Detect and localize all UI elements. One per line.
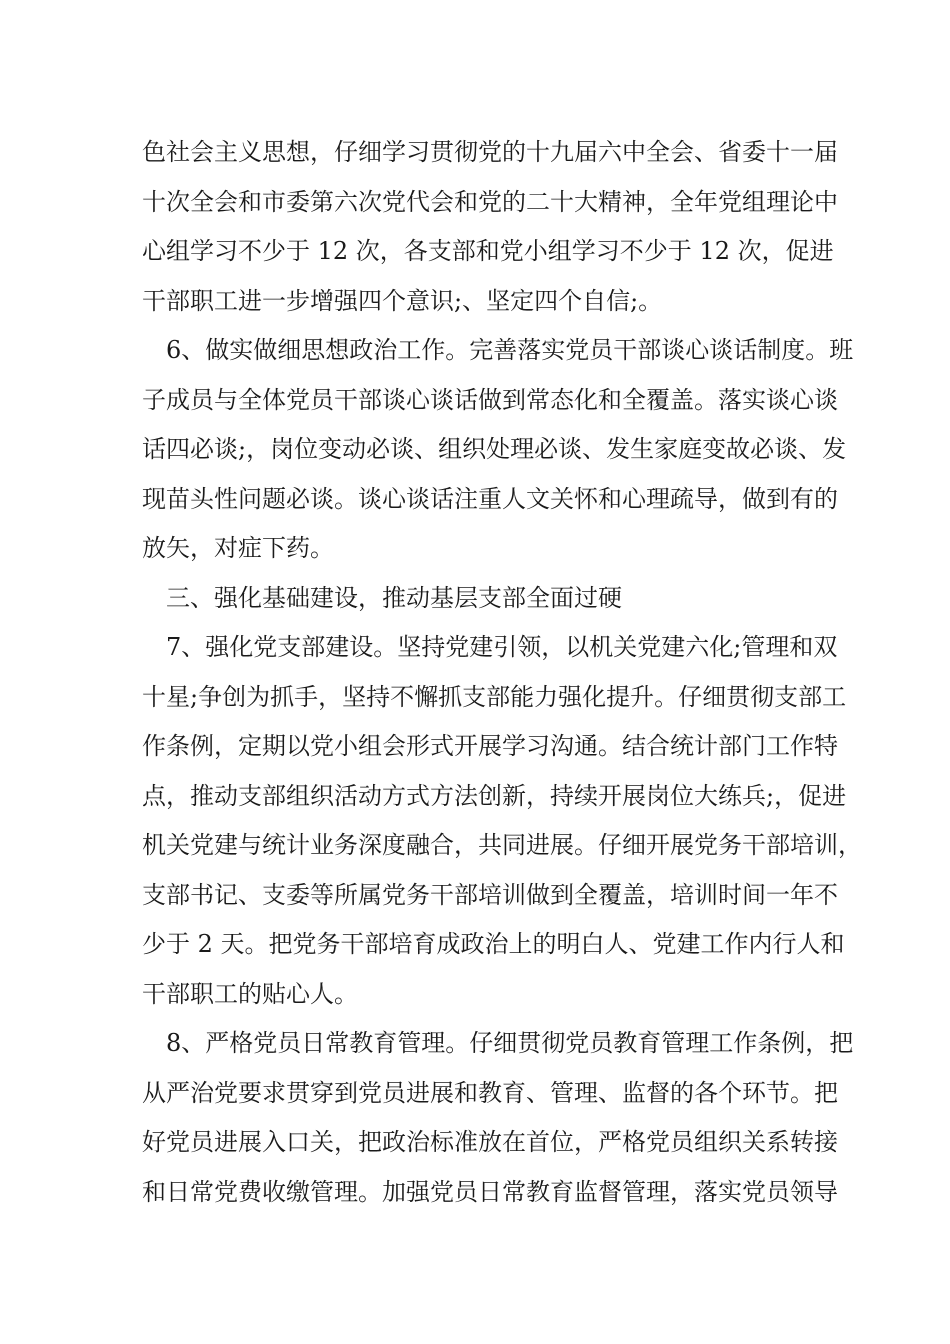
text-line: 作条例，定期以党小组会形式开展学习沟通。结合统计部门工作特 xyxy=(142,732,838,760)
text-line: 好党员进展入口关，把政治标准放在首位，严格党员组织关系转接 xyxy=(142,1128,838,1156)
text-line: 十星;争创为抓手，坚持不懈抓支部能力强化提升。仔细贯彻支部工 xyxy=(142,682,847,711)
text-line: 子成员与全体党员干部谈心谈话做到常态化和全覆盖。落实谈心谈 xyxy=(142,385,838,414)
text-line: 从严治党要求贯穿到党员进展和教育、管理、监督的各个环节。把 xyxy=(142,1078,838,1107)
text-line: 机关党建与统计业务深度融合，共同进展。仔细开展党务干部培训， xyxy=(142,831,862,859)
text-line: 话四必谈;，岗位变动必谈、组织处理必谈、发生家庭变故必谈、发 xyxy=(142,435,847,463)
text-line: 干部职工进一步增强四个意识;、坚定四个自信;。 xyxy=(142,286,663,315)
paragraph-8-first-line: 8、严格党员日常教育管理。仔细贯彻党员教育管理工作条例，把 xyxy=(166,1029,854,1057)
text-line: 干部职工的贴心人。 xyxy=(142,979,358,1008)
text-line: 现苗头性问题必谈。谈心谈话注重人文关怀和心理疏导，做到有的 xyxy=(142,484,838,513)
text-line: 和日常党费收缴管理。加强党员日常教育监督管理，落实党员领导 xyxy=(142,1177,838,1206)
section-heading: 三、强化基础建设，推动基层支部全面过硬 xyxy=(166,583,622,612)
text-line: 放矢，对症下药。 xyxy=(142,534,334,562)
paragraph-6-first-line: 6、做实做细思想政治工作。完善落实党员干部谈心谈话制度。班 xyxy=(166,336,854,364)
text-line: 色社会主义思想，仔细学习贯彻党的十九届六中全会、省委十一届 xyxy=(142,138,838,166)
text-line: 点，推动支部组织活动方式方法创新，持续开展岗位大练兵;，促进 xyxy=(142,781,847,810)
text-line: 十次全会和市委第六次党代会和党的二十大精神，全年党组理论中 xyxy=(142,187,838,216)
document-body xyxy=(142,128,862,1217)
paragraph-7-first-line: 7、强化党支部建设。坚持党建引领，以机关党建六化;管理和双 xyxy=(166,633,838,661)
text-line: 心组学习不少于 12 次，各支部和党小组学习不少于 12 次，促进 xyxy=(142,237,834,265)
text-line: 少于 2 天。把党务干部培育成政治上的明白人、党建工作内行人和 xyxy=(142,930,845,958)
text-line: 支部书记、支委等所属党务干部培训做到全覆盖，培训时间一年不 xyxy=(142,880,838,909)
